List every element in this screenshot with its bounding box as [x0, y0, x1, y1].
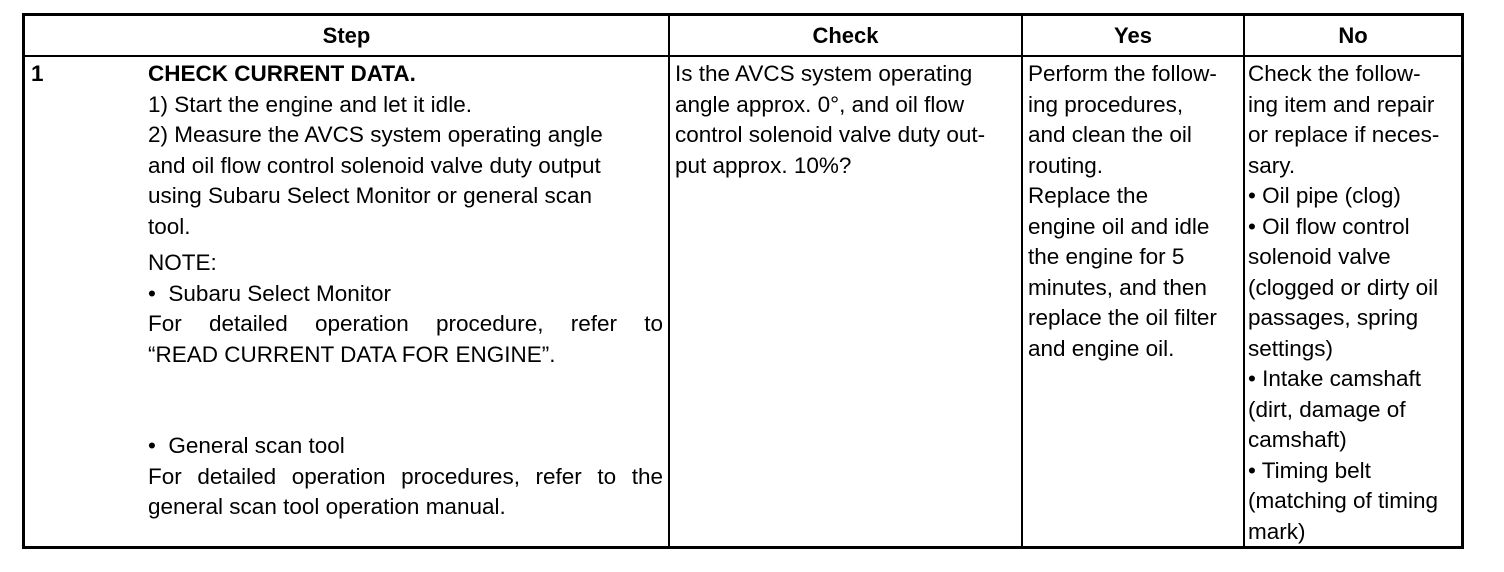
yes-line: replace the oil filter [1028, 305, 1217, 330]
no-line: camshaft) [1248, 427, 1347, 452]
step-number: 1 [31, 61, 44, 86]
step-instruction-2-line: and oil flow control solenoid valve duty output [148, 152, 601, 178]
no-line: (clogged or dirty oil [1248, 274, 1439, 300]
bullet-icon [148, 281, 156, 306]
yes-line: the engine for 5 [1028, 244, 1185, 269]
no-line: (matching of timing [1248, 488, 1439, 513]
bullet-icon [148, 433, 156, 458]
check-line: angle approx. 0°, and oil flow [675, 91, 965, 117]
step-instruction-2-line: tool. [148, 213, 191, 239]
no-line: • Oil flow control [1248, 213, 1410, 239]
yes-line: ing procedures, [1028, 91, 1184, 117]
yes-line: minutes, and then [1028, 274, 1207, 300]
no-line: Check the follow- [1248, 61, 1421, 86]
note-text-line: general scan tool operation manual. [148, 494, 506, 519]
no-line: solenoid valve [1248, 244, 1391, 269]
no-line: or replace if neces- [1248, 122, 1440, 147]
header-yes: Yes [1114, 23, 1152, 48]
note-item-title: General scan tool [168, 433, 345, 458]
step-instruction-1: 1) Start the engine and let it idle. [148, 91, 472, 117]
step-content [148, 59, 663, 523]
check-line: put approx. 10%? [675, 152, 852, 178]
no-line: (dirt, damage of [1248, 396, 1406, 422]
check-line: control solenoid valve duty out- [675, 122, 986, 147]
yes-content [1028, 59, 1240, 364]
no-line: • Intake camshaft [1248, 366, 1421, 391]
yes-line: routing. [1028, 152, 1104, 178]
header-no: No [1338, 23, 1368, 48]
yes-line: Perform the follow- [1028, 61, 1217, 86]
no-line: sary. [1248, 152, 1296, 178]
header-step: Step [322, 23, 371, 48]
yes-line: and clean the oil [1028, 122, 1192, 147]
note-item-title: Subaru Select Monitor [168, 280, 392, 306]
step-title: CHECK CURRENT DATA. [148, 61, 416, 86]
yes-line: engine oil and idle [1028, 213, 1210, 239]
column-divider [1021, 16, 1023, 546]
column-divider [668, 16, 670, 546]
no-line: passages, spring [1248, 305, 1419, 330]
column-divider [1243, 16, 1245, 546]
check-content [675, 59, 1017, 181]
no-line: settings) [1248, 335, 1334, 361]
note-text-line: For detailed operation procedures, refer to the [148, 463, 663, 489]
header-divider [25, 55, 1461, 57]
note-item-select-monitor [148, 279, 663, 310]
note-label: NOTE: [148, 250, 217, 275]
check-line: Is the AVCS system operating [675, 61, 973, 86]
no-line: ing item and repair [1248, 91, 1435, 117]
note-text-line: “READ CURRENT DATA FOR ENGINE”. [148, 341, 556, 367]
no-content [1248, 59, 1460, 547]
no-line: • Timing belt [1248, 457, 1371, 483]
step-instruction-2-line: 2) Measure the AVCS system operating angle [148, 122, 603, 147]
header-check: Check [812, 23, 879, 48]
yes-line: and engine oil. [1028, 335, 1175, 361]
no-line: • Oil pipe (clog) [1248, 183, 1401, 208]
step-instruction-2-line: using Subaru Select Monitor or general scan [148, 183, 593, 208]
diagnostic-table [22, 13, 1464, 549]
note-text-line: For detailed operation procedure, refer to [148, 311, 663, 336]
yes-line: Replace the [1028, 183, 1149, 208]
no-line: mark) [1248, 518, 1306, 544]
note-item-scan-tool [148, 431, 663, 462]
